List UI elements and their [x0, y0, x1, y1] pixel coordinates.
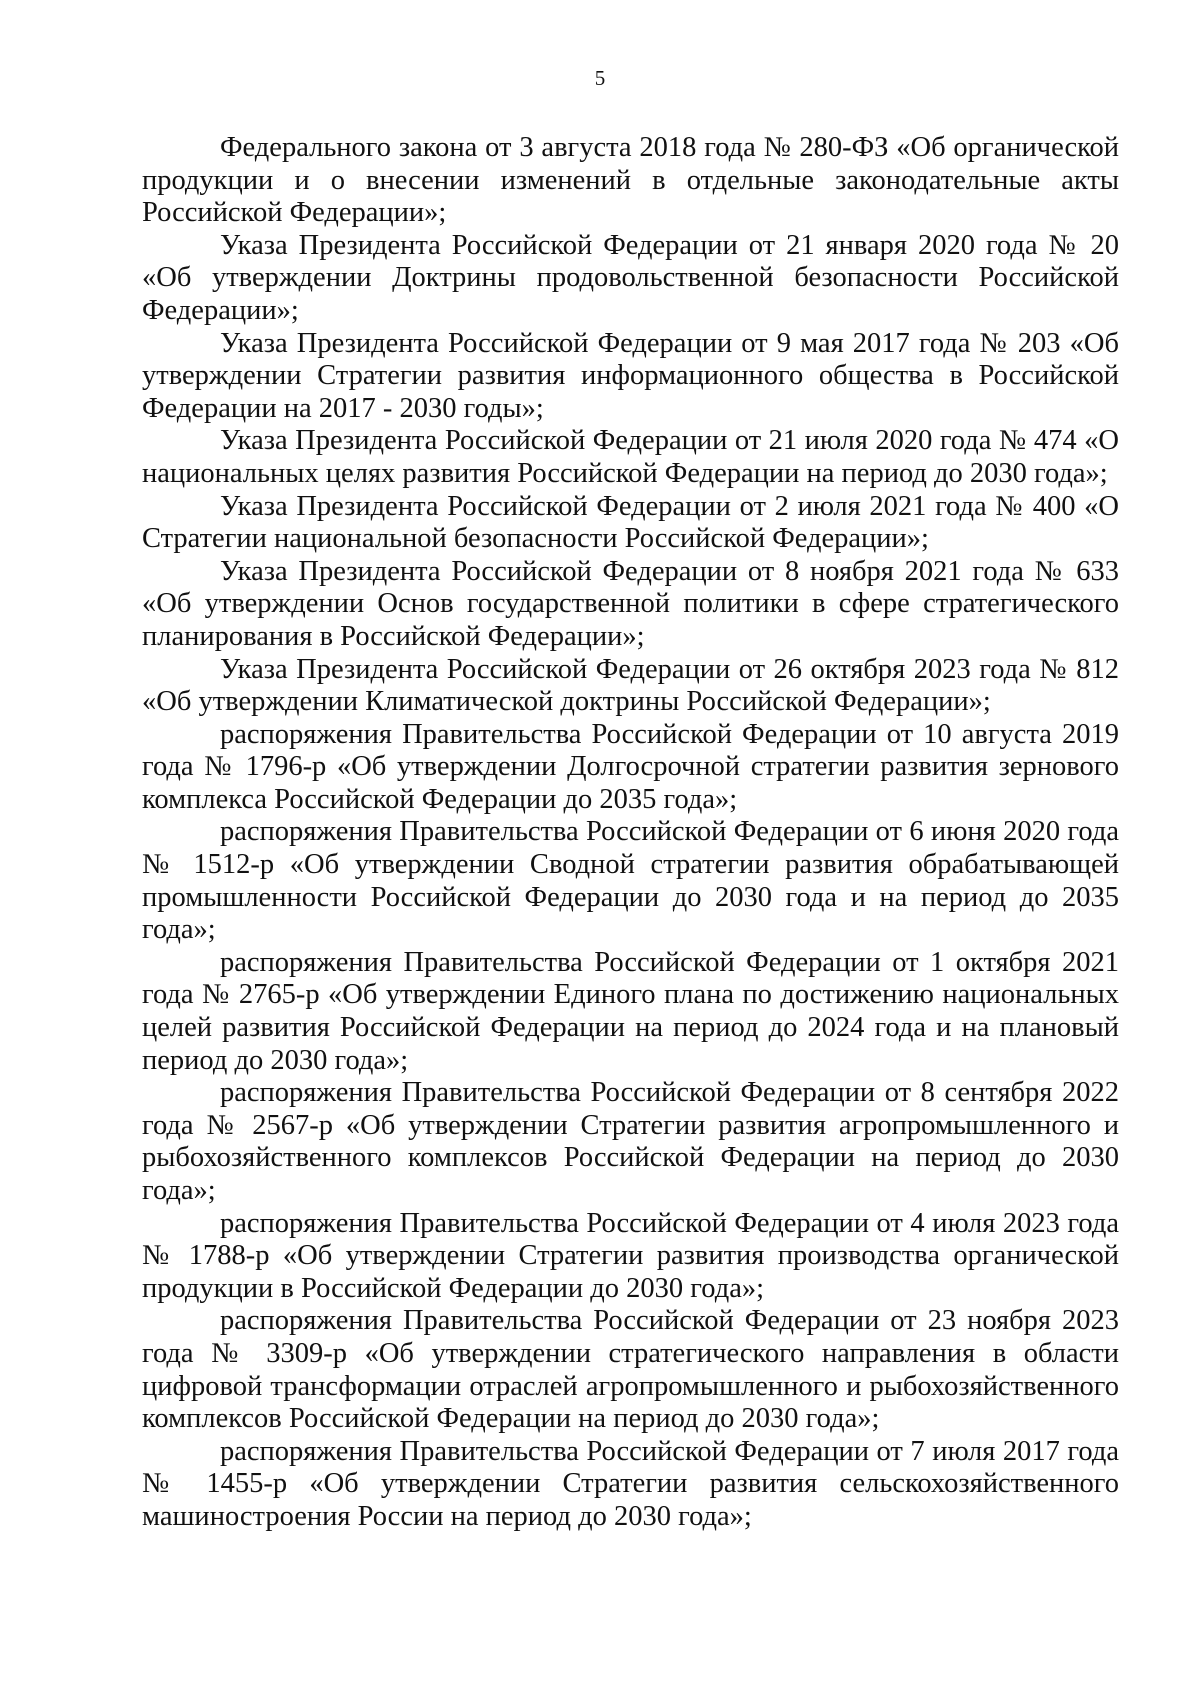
- paragraph-decree-633: Указа Президента Российской Федерации от 8 ноября 2021 года № 633 «Об утверждении Основ государственной политики в сфере стратегического планирования в Российской Федерации»;: [142, 555, 1119, 652]
- paragraph-decree-203: Указа Президента Российской Федерации от 9 мая 2017 года № 203 «Об утверждении Стратегии развития информационного общества в Российской Федерации на 2017 - 2030 годы»;: [142, 327, 1119, 424]
- paragraph-decree-474: Указа Президента Российской Федерации от 21 июля 2020 года № 474 «О национальных целях развития Российской Федерации на период до 2030 года»;: [142, 425, 1119, 489]
- paragraph-order-2765: распоряжения Правительства Российской Федерации от 1 октября 2021 года № 2765-р «Об утверждении Единого плана по достижению национальных целей развития Российской Федерации на период до 2024 года и на плановый период до 2030 года»;: [142, 946, 1119, 1076]
- paragraph-decree-20: Указа Президента Российской Федерации от 21 января 2020 года № 20 «Об утверждении Доктрины продовольственной безопасности Российской Федерации»;: [142, 229, 1119, 326]
- paragraph-order-2567: распоряжения Правительства Российской Федерации от 8 сентября 2022 года № 2567-р «Об утверждении Стратегии развития агропромышленного и рыбохозяйственного комплексов Российской Федерации на период до 2030 года»;: [142, 1077, 1119, 1206]
- document-body: [142, 132, 1119, 1534]
- paragraph-order-1512: распоряжения Правительства Российской Федерации от 6 июня 2020 года № 1512-р «Об утверждении Сводной стратегии развития обрабатывающей промышленности Российской Федерации до 2030 года и на период до 2035 года»;: [142, 816, 1119, 946]
- paragraph-order-3309: распоряжения Правительства Российской Федерации от 23 ноября 2023 года № 3309-р «Об утверждении стратегического направления в области цифровой трансформации отраслей агропромышленного и рыбохозяйственного комплексов Российской Федерации на период до 2030 года»;: [142, 1305, 1119, 1435]
- paragraph-decree-812: Указа Президента Российской Федерации от 26 октября 2023 года № 812 «Об утверждении Климатической доктрины Российской Федерации»;: [142, 653, 1119, 718]
- paragraph-federal-law-280: Федерального закона от 3 августа 2018 года № 280-ФЗ «Об органической продукции и о внесении изменений в отдельные законодательные акты Российской Федерации»;: [142, 132, 1119, 229]
- paragraph-order-1796: распоряжения Правительства Российской Федерации от 10 августа 2019 года № 1796-р «Об утверждении Долгосрочной стратегии развития зернового комплекса Российской Федерации до 2035 года»;: [142, 718, 1119, 815]
- page-number: 5: [594, 66, 606, 90]
- paragraph-decree-400: Указа Президента Российской Федерации от 2 июля 2021 года № 400 «О Стратегии национальной безопасности Российской Федерации»;: [142, 490, 1119, 555]
- paragraph-order-1788: распоряжения Правительства Российской Федерации от 4 июля 2023 года № 1788-р «Об утверждении Стратегии развития производства органической продукции в Российской Федерации до 2030 года»;: [142, 1207, 1119, 1304]
- paragraph-order-1455: распоряжения Правительства Российской Федерации от 7 июля 2017 года № 1455-р «Об утверждении Стратегии развития сельскохозяйственного машиностроения России на период до 2030 года»;: [142, 1435, 1119, 1532]
